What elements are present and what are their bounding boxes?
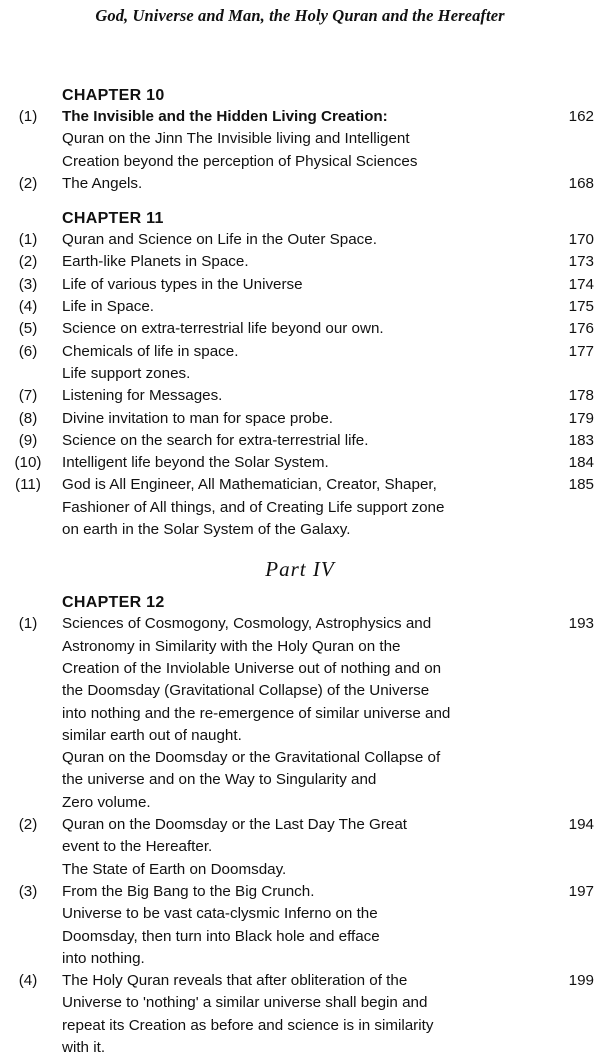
entry-title-line: Zero volume.: [62, 793, 151, 811]
entry-title-line: similar earth out of naught.: [62, 726, 242, 744]
entry-title-line: The State of Earth on Doomsday.: [62, 860, 287, 878]
toc-entry: [0, 251, 600, 273]
entry-title-line: God is All Engineer, All Mathematician, Creator, Shaper,: [62, 476, 437, 494]
entry-title: [62, 318, 540, 340]
entry-page-number: 177: [568, 342, 594, 360]
toc-entry: [0, 341, 600, 386]
toc-entry: [0, 274, 600, 296]
toc-entry: [0, 106, 600, 173]
entry-title: [62, 452, 540, 474]
entry-title-line: Divine invitation to man for space probe.: [62, 409, 333, 427]
entry-title-line: Chemicals of life in space.: [62, 342, 239, 360]
entry-title: [62, 474, 540, 541]
chapter-11: [0, 209, 600, 541]
entry-title-line: Astronomy in Similarity with the Holy Quran on the: [62, 637, 401, 655]
chapter-10: [0, 86, 600, 195]
entry-page-number: 179: [568, 409, 594, 427]
running-head: God, Universe and Man, the Holy Quran and the Hereafter: [95, 6, 505, 25]
toc-entry: [0, 229, 600, 251]
entry-number: (4): [18, 972, 38, 990]
entry-title-line: the universe and on the Way to Singularity and: [62, 771, 377, 789]
entry-title-line: event to the Hereafter.: [62, 838, 213, 856]
chapter-heading: CHAPTER 11: [62, 210, 164, 228]
entry-title-line: The Invisible and the Hidden Living Creation:: [62, 108, 388, 125]
entry-title-line: Quran on the Jinn The Invisible living and Intelligent: [62, 130, 410, 148]
toc-entry: [0, 474, 600, 541]
entry-title-line: Creation beyond the perception of Physical Sciences: [62, 152, 418, 170]
entry-number: (5): [18, 320, 38, 338]
toc-entry: [0, 408, 600, 430]
entry-number: (1): [18, 615, 38, 633]
toc-entry: [0, 970, 600, 1059]
entry-page-number: 183: [568, 431, 594, 449]
entry-title: [62, 970, 540, 1059]
toc-entry: [0, 385, 600, 407]
entry-page-number: 185: [568, 476, 594, 494]
entry-number: (2): [18, 174, 38, 192]
entry-title-line: with it.: [62, 1038, 106, 1056]
entry-number: (9): [18, 431, 38, 449]
entry-title-line: From the Big Bang to the Big Crunch.: [62, 882, 315, 900]
entry-title-line: Quran on the Doomsday or the Last Day The Great: [62, 816, 407, 834]
toc-entry: [0, 881, 600, 970]
entry-title-line: the Doomsday (Gravitational Collapse) of the Universe: [62, 682, 430, 700]
part-heading: Part IV: [265, 557, 335, 582]
entry-page-number: 174: [568, 275, 594, 293]
entry-page-number: 197: [568, 882, 594, 900]
entry-title-line: Earth-like Planets in Space.: [62, 253, 249, 271]
entry-title-line: Life in Space.: [62, 298, 155, 316]
entry-number: (2): [18, 253, 38, 271]
chapter-heading: CHAPTER 10: [62, 87, 165, 104]
entry-title: [62, 430, 540, 452]
entry-title: [62, 229, 540, 251]
entry-title-line: Creation of the Inviolable Universe out of nothing and on: [62, 659, 442, 677]
entry-title-line: Listening for Messages.: [62, 387, 223, 405]
entry-title-line: into nothing.: [62, 949, 145, 967]
entry-title-line: Universe to 'nothing' a similar universe shall begin and: [62, 994, 428, 1012]
entry-title: [62, 173, 540, 195]
toc-entry: [0, 814, 600, 881]
entry-page-number: 193: [568, 615, 594, 633]
entry-title-line: The Angels.: [62, 174, 143, 192]
entry-title-line: Life support zones.: [62, 364, 191, 382]
entry-page-number: 173: [568, 253, 594, 271]
entry-number: (6): [18, 342, 38, 360]
entry-title: [62, 613, 540, 814]
entry-number: (1): [18, 231, 38, 249]
toc-entry: [0, 173, 600, 195]
entry-number: (1): [18, 108, 38, 125]
toc-entry: [0, 430, 600, 452]
entry-title: [62, 341, 540, 386]
entry-page-number: 162: [568, 108, 594, 125]
entry-number: (2): [18, 816, 38, 834]
entry-number: (7): [18, 387, 38, 405]
entry-title: [62, 106, 540, 173]
entry-title: [62, 251, 540, 273]
table-of-contents: [0, 86, 600, 1059]
entry-title-line: Doomsday, then turn into Black hole and efface: [62, 927, 380, 945]
entry-title: [62, 814, 540, 881]
entry-page-number: 170: [568, 231, 594, 249]
entry-number: (10): [14, 454, 42, 472]
entry-page-number: 168: [568, 174, 594, 192]
toc-entry: [0, 452, 600, 474]
entry-title-line: repeat its Creation as before and science is in similarity: [62, 1016, 434, 1034]
entry-title-line: Intelligent life beyond the Solar System.: [62, 454, 329, 472]
entry-number: (3): [18, 882, 38, 900]
entry-title-line: Sciences of Cosmogony, Cosmology, Astrophysics and: [62, 615, 432, 633]
entry-page-number: 175: [568, 298, 594, 316]
toc-entry: [0, 613, 600, 814]
entry-page-number: 176: [568, 320, 594, 338]
entry-title: [62, 881, 540, 970]
entry-title: [62, 274, 540, 296]
entry-page-number: 178: [568, 387, 594, 405]
entry-number: (11): [15, 476, 41, 494]
entry-title-line: into nothing and the re-emergence of similar universe and: [62, 704, 451, 722]
chapter-12: [0, 593, 600, 1059]
entry-number: (8): [18, 409, 38, 427]
toc-entry: [0, 296, 600, 318]
entry-title-line: The Holy Quran reveals that after obliteration of the: [62, 972, 408, 990]
entry-title: [62, 296, 540, 318]
entry-page-number: 184: [568, 454, 594, 472]
chapter-heading: CHAPTER 12: [62, 594, 165, 612]
entry-title-line: Quran and Science on Life in the Outer Space.: [62, 231, 377, 249]
entry-title-line: Life of various types in the Universe: [62, 275, 303, 293]
entry-title-line: on earth in the Solar System of the Galaxy.: [62, 521, 351, 539]
entry-number: (3): [18, 275, 38, 293]
entry-title-line: Fashioner of All things, and of Creating Life support zone: [62, 498, 445, 516]
entry-title: [62, 385, 540, 407]
entry-number: (4): [18, 298, 38, 316]
entry-title-line: Science on extra-terrestrial life beyond our own.: [62, 320, 384, 338]
entry-page-number: 194: [568, 816, 594, 834]
entry-title-line: Quran on the Doomsday or the Gravitational Collapse of: [62, 749, 441, 767]
entry-title-line: Science on the search for extra-terrestrial life.: [62, 431, 369, 449]
entry-title: [62, 408, 540, 430]
toc-entry: [0, 318, 600, 340]
entry-title-line: Universe to be vast cata-clysmic Inferno on the: [62, 905, 378, 923]
entry-page-number: 199: [568, 972, 594, 990]
